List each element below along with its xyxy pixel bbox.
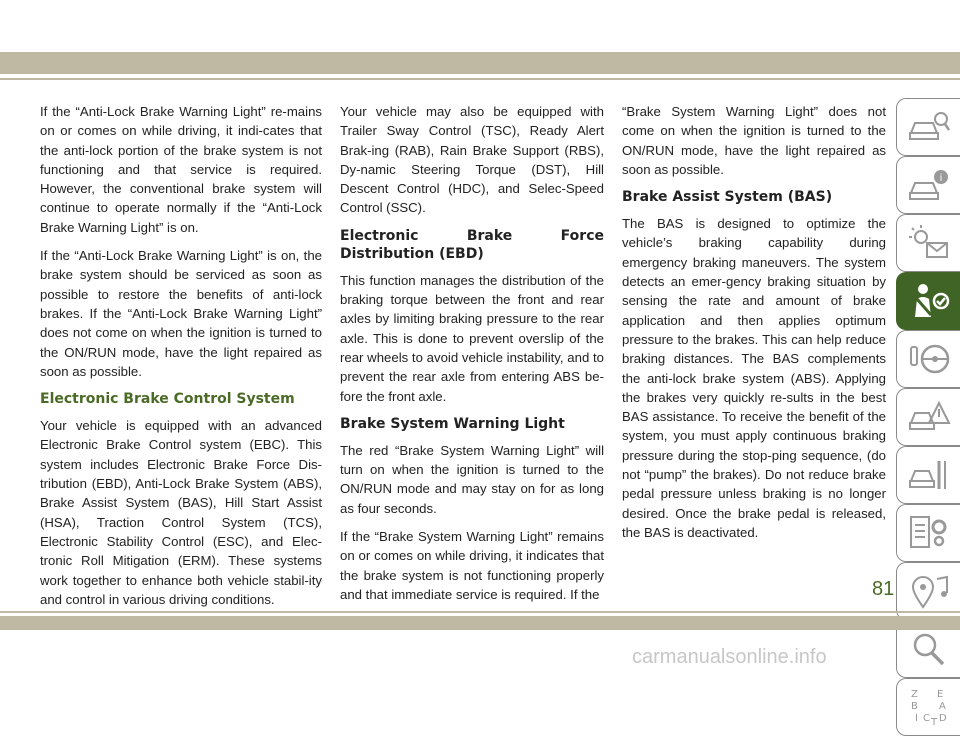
- page-number: 81: [872, 578, 895, 600]
- top-rule: [0, 78, 960, 80]
- hazard-car-icon: [907, 397, 951, 437]
- section-heading: Electronic Brake Force Distribution (EBD): [340, 227, 604, 262]
- media-location-icon: [907, 571, 951, 611]
- index-letter: T: [930, 717, 937, 727]
- car-search-icon: [907, 107, 951, 147]
- paragraph: Your vehicle is equipped with an advanced Electronic Brake Control system (EBC). This system includes Electronic Brake Force Dis-tribution (EBD), Anti-Lock Brake System (ABS), Brake Assist System (BAS), Hill Start Assist (HSA), Traction Control System (TCS), Electronic Stability Control (ESC), and Elec-tronic Roll Mitigation (ERM). These systems work together to enhance both vehicle stabil-ity and control in various driving conditions.: [40, 418, 322, 607]
- index-letter: E: [936, 689, 943, 700]
- index-letter: A: [938, 701, 946, 712]
- tab-settings[interactable]: [896, 504, 960, 562]
- paragraph: The red “Brake System Warning Light” will turn on when the ignition is turned to the ON/RUN mode and may stay on for as long as four seconds.: [340, 442, 604, 516]
- steering-wheel-icon: [907, 339, 951, 379]
- svg-text:i: i: [939, 173, 942, 184]
- car-info-icon: [907, 165, 951, 205]
- paragraph: This function manages the distribution of the braking torque between the front and rear axles by limiting braking pressure to the rear axle. This is done to prevent overslip of the rear wheels to avoid vehicle instability, and to prevent the rear axle from entering ABS be-fore the front axle.: [340, 272, 604, 404]
- tab-hazard[interactable]: [896, 388, 960, 446]
- index-letter: Z: [910, 689, 918, 700]
- tab-warning-lights[interactable]: [896, 214, 960, 272]
- settings-list-icon: [907, 513, 951, 553]
- section-heading: Brake System Warning Light: [340, 415, 565, 432]
- tab-service[interactable]: [896, 446, 960, 504]
- index-letter: C: [922, 713, 930, 724]
- search-icon: [907, 629, 951, 669]
- paragraph: If the “Brake System Warning Light” remains on or comes on while driving, it indicates that the brake system is not functioning properly and that immediate service is required. If the: [340, 529, 604, 602]
- paragraph: If the “Anti-Lock Brake Warning Light” is on, the brake system should be serviced as soon as possible to restore the benefits of anti-lock brakes. If the “Anti-Lock Brake Warning Light” does not come on when the ignition is turned to the ON/RUN mode, have the light repaired as soon as possible.: [40, 248, 322, 379]
- paragraph: If the “Anti-Lock Brake Warning Light” re-mains on or comes on while driving, it indi-cates that the anti-lock portion of the brake system is not functioning and that service is required. However, the conventional brake system will continue to operate normally if the “Anti-Lock Brake Warning Light” is on.: [40, 104, 322, 235]
- paragraph: “Brake System Warning Light” does not come on when the ignition is turned to the ON/RUN mode, have the light repaired as soon as possible.: [622, 104, 886, 177]
- section-heading: Electronic Brake Control System: [40, 391, 295, 408]
- column-2: [340, 102, 604, 613]
- warning-lights-icon: [907, 223, 951, 263]
- bottom-rule: [0, 611, 960, 613]
- index-letter: B: [910, 701, 918, 712]
- tab-safety[interactable]: [896, 272, 960, 330]
- safety-seatbelt-icon: [907, 281, 951, 321]
- index-letters-icon: [907, 687, 951, 727]
- tab-car-info[interactable]: [896, 156, 960, 214]
- tab-car-search[interactable]: [896, 98, 960, 156]
- paragraph: The BAS is designed to optimize the vehicle’s braking capability during emergency braking maneuvers. The system detects an emer-gency braking situation by sensing the rate and amount of brake application and then applies optimum pressure to the brakes. This can help reduce braking distances. The BAS complements the anti-lock brake system (ABS). Applying the brakes very quickly re-sults in the best BAS assistance. To receive the benefit of the system, you must apply continuous braking pressure during the stop-ping sequence, (do not “pump” the brakes). Do not reduce brake pedal pressure unless braking is no longer desired. Once the brake pedal is released, the BAS is deactivated.: [622, 216, 886, 540]
- index-letter: I: [914, 713, 918, 724]
- tab-steering[interactable]: [896, 330, 960, 388]
- watermark: carmanualsonline.info: [632, 646, 827, 668]
- section-heading: Brake Assist System (BAS): [622, 189, 833, 206]
- index-letter: D: [938, 713, 947, 724]
- bottom-band: [0, 616, 960, 630]
- car-tools-icon: [907, 455, 951, 495]
- top-band: [0, 52, 960, 74]
- chapter-tab-sidebar: [896, 98, 960, 736]
- column-1: [40, 102, 322, 618]
- paragraph: Your vehicle may also be equipped with Trailer Sway Control (TSC), Ready Alert Brak-ing (RAB), Rain Brake Support (RBS), Dy-namic Steering Torque (DST), Hill Descent Control (HDC), and Selec-Speed Control (SSC).: [340, 104, 604, 216]
- tab-index[interactable]: [896, 678, 960, 736]
- column-3: [622, 102, 886, 551]
